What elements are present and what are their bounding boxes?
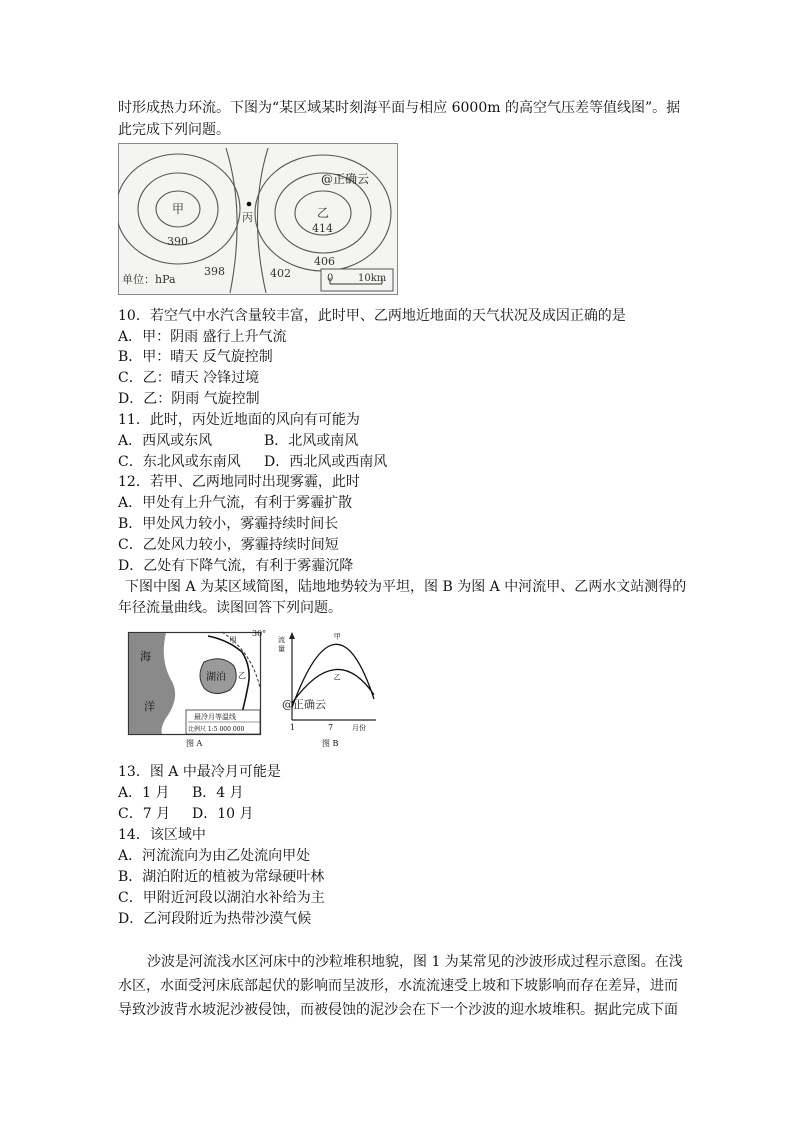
series-label-yi: 乙 — [333, 673, 341, 682]
q11-option-b: B．北风或南风 — [264, 433, 359, 449]
para-line-2: 水区，水面受河床底部起伏的影响而呈波形，水流流速受上坡和下坡影响而存在差异，进而 — [118, 978, 678, 994]
isoline-398: 398 — [204, 265, 225, 278]
fig-a-sea: 海 — [140, 650, 151, 663]
fig-b-x-7: 7 — [328, 723, 334, 732]
q12-option-b: B．甲处风力较小，雾霾持续时间长 — [118, 516, 339, 532]
q11-option-a: A．西风或东风 — [118, 433, 213, 449]
q10-option-d: D．乙：阴雨 气旋控制 — [118, 391, 260, 407]
isoline-390: 390 — [167, 235, 188, 248]
q11-option-c: C．东北风或东南风 — [118, 454, 241, 470]
intro-line-2: 此完成下列问题。 — [118, 122, 230, 138]
fig-b-x-unit: 月份 — [352, 724, 366, 732]
unit-label: 单位：hPa — [122, 273, 176, 286]
label-jia: 甲 — [172, 202, 185, 216]
fig-b-ylabel-2: 量 — [278, 645, 285, 653]
fig-a-scale: 比例尺 1:5 000 000 — [188, 726, 245, 733]
q10-option-a: A．甲：阴雨 盛行上升气流 — [118, 329, 287, 345]
q13-option-c: C．7 月 — [118, 806, 171, 822]
fig-b-caption: 图 B — [322, 739, 339, 748]
label-bing: 丙 — [242, 211, 253, 224]
isoline-map — [118, 143, 398, 295]
q14-option-a: A．河流流向为由乙处流向甲处 — [118, 848, 311, 864]
fig-a-jia: 甲 — [229, 636, 237, 645]
q12-option-a: A．甲处有上升气流，有利于雾霾扩散 — [118, 495, 353, 511]
isoline-414: 414 — [312, 222, 333, 235]
q10-option-c: C．乙：晴天 冷锋过境 — [118, 370, 260, 386]
q12-stem: 12．若甲、乙两地同时出现雾霾，此时 — [118, 474, 360, 490]
scale-zero: 0 — [327, 273, 334, 284]
label-yi: 乙 — [317, 206, 330, 220]
q11-option-d: D．西北风或西南风 — [264, 454, 388, 470]
isoline-402: 402 — [270, 267, 291, 280]
fig-b-ylabel-1: 流 — [278, 636, 285, 644]
fig-a-caption: 图 A — [186, 739, 203, 748]
q10-option-b: B．甲：晴天 反气旋控制 — [118, 349, 273, 365]
intro-line-1: 时形成热力环流。下图为“某区域某时刻海平面与相应 6000m 的高空气压差等值线图”。据 — [118, 100, 681, 116]
q10-stem: 10．若空气中水汽含量较丰富，此时甲、乙两地近地面的天气状况及成因正确的是 — [118, 308, 626, 324]
fig-a-lat: 30° — [252, 629, 267, 638]
fig-a-yi: 乙 — [238, 671, 246, 680]
isoline-406: 406 — [314, 255, 335, 268]
q13-stem: 13．图 A 中最冷月可能是 — [118, 764, 281, 780]
fig-b-watermark: @正确云 — [282, 698, 326, 711]
q13-option-b: B．4 月 — [192, 785, 244, 801]
q11-stem: 11．此时，丙处近地面的风向有可能为 — [118, 412, 360, 428]
intro2-line-1: 下图中图 A 为某区域简图，陆地地势较为平坦，图 B 为图 A 中河流甲、乙两水文站测得的 — [125, 579, 687, 595]
q12-option-c: C．乙处风力较小，雾霾持续时间短 — [118, 537, 339, 553]
intro2-line-2: 年径流量曲线。读图回答下列问题。 — [118, 600, 342, 616]
figure-b-chart — [278, 628, 378, 750]
watermark: @正确云 — [321, 172, 370, 186]
para-line-1: 沙波是河流浅水区河床中的沙粒堆积地貌，图 1 为某常见的沙波形成过程示意图。在浅 — [147, 954, 683, 970]
q13-option-d: D．10 月 — [192, 806, 254, 822]
scale-length: 10km — [358, 273, 387, 284]
q14-option-c: C．甲附近河段以湖泊水补给为主 — [118, 890, 325, 906]
q12-option-d: D．乙处有下降气流，有利于雾霾沉降 — [118, 558, 354, 574]
q14-option-d: D．乙河段附近为热带沙漠气候 — [118, 911, 312, 927]
q14-stem: 14．该区域中 — [118, 827, 206, 843]
figure-a-map — [126, 628, 274, 750]
q13-option-a: A．1 月 — [118, 785, 170, 801]
para-line-3: 导致沙波背水坡泥沙被侵蚀，而被侵蚀的泥沙会在下一个沙波的迎水坡堆积。据此完成下面 — [118, 1002, 678, 1018]
fig-b-x-1: 1 — [290, 723, 296, 732]
fig-a-lake: 湖泊 — [206, 672, 226, 683]
series-label-jia: 甲 — [333, 632, 341, 641]
fig-a-isotherm-label: 最冷月等温线 — [194, 713, 236, 721]
fig-a-ocean: 洋 — [144, 700, 155, 713]
q14-option-b: B．湖泊附近的植被为常绿硬叶林 — [118, 869, 325, 885]
